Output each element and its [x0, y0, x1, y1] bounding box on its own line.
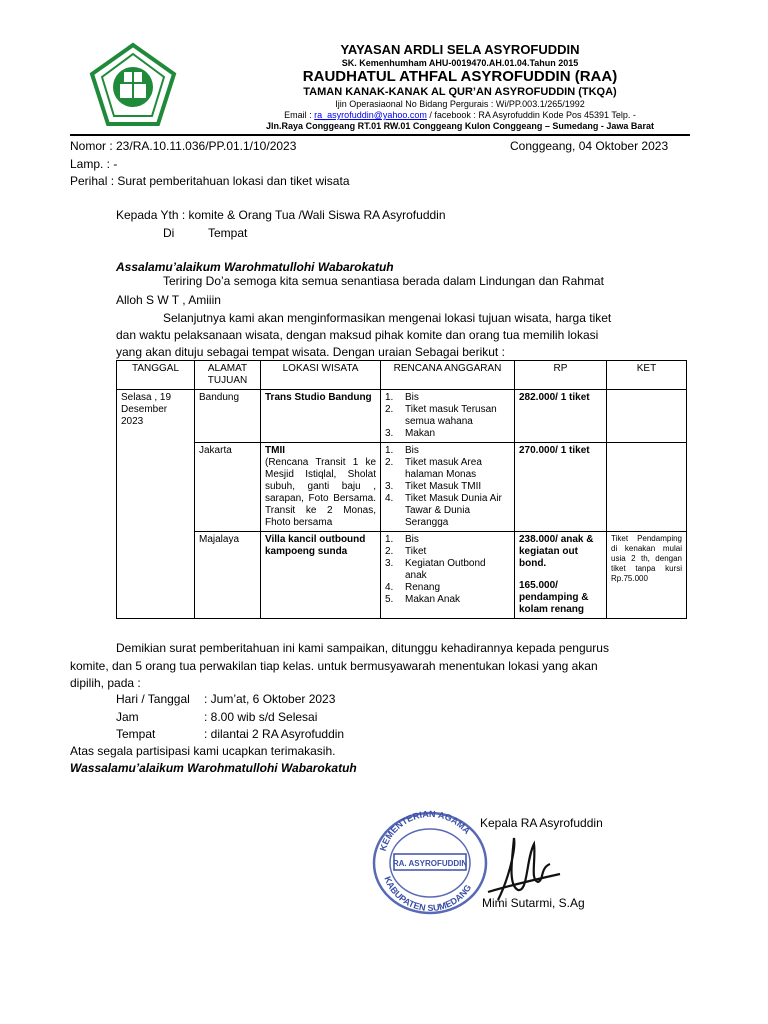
- foundation-name: YAYASAN ARDLI SELA ASYROFUDDIN: [340, 42, 580, 57]
- lokasi-note: (Rencana Transit 1 ke Mesjid Istiqlal, Sholat subuh, ganti baju , sarapan, Foto Bersama. Transit ke 2 Monas, Fhoto bersama: [265, 457, 376, 528]
- paragraph-2c: yang akan dituju sebagai tempat wisata. Dengan uraian Sebagai berikut :: [116, 345, 505, 359]
- cell-alamat: Jakarta: [195, 443, 261, 532]
- header-ket: KET: [607, 361, 687, 390]
- closing-greeting: Wassalamu’alaikum Warohmatullohi Wabarokatuh: [70, 761, 357, 775]
- stamp-center-text: RA. ASYROFUDDIN: [392, 859, 468, 868]
- tk-name: TAMAN KANAK-KANAK AL QUR’AN ASYROFUDDIN (TKQA): [303, 86, 617, 98]
- school-address: Jln.Raya Conggeang RT.01 RW.01 Conggeang Kulon Conggeang – Sumedang - Jawa Barat: [266, 121, 654, 131]
- official-stamp: [370, 808, 490, 918]
- lokasi-title: TMII: [265, 445, 285, 456]
- attachment: Lamp. : -: [70, 157, 118, 171]
- list-item: 3. Tiket Masuk TMII: [385, 481, 482, 492]
- cell-lokasi: [261, 443, 381, 532]
- cell-lokasi: [261, 532, 381, 619]
- stamp-top-text: KEMENTERIAN AGAMA: [377, 808, 473, 853]
- stamp-bottom-text: KABUPATEN SUMEDANG: [382, 874, 474, 914]
- lokasi-title: Trans Studio Bandung: [265, 392, 372, 403]
- list-item: 1. Bis: [385, 534, 419, 545]
- cell-ket: Tiket Pendamping di kenakan mulai usia 2 th, dengan tiket tanpa kursi Rp.75.000: [607, 532, 687, 619]
- contact-line: [190, 110, 730, 120]
- cell-lokasi: [261, 390, 381, 443]
- signer-name: Mimi Sutarmi, S.Ag: [482, 896, 585, 910]
- recipient: Kepada Yth : komite & Orang Tua /Wali Siswa RA Asyrofuddin: [116, 208, 446, 222]
- header-anggaran: RENCANA ANGGARAN: [381, 361, 515, 390]
- letter-number: Nomor : 23/RA.10.11.036/PP.01.1/10/2023: [70, 139, 297, 153]
- cell-anggaran: [381, 532, 515, 619]
- operational-permit: Ijin Operasiaonal No Bidang Pergurais : Wi/PP.003.1/265/1992: [335, 99, 585, 109]
- cell-anggaran: [381, 443, 515, 532]
- sk-number: SK. Kemenhumham AHU-0019470.AH.01.04.Tahun 2015: [341, 58, 579, 68]
- closing-1b: komite, dan 5 orang tua perwakilan tiap kelas. untuk bermusyawarah menentukan lokasi yang akan: [70, 659, 598, 673]
- letterhead-divider: [70, 134, 690, 136]
- paragraph-1b: Alloh S W T , Amiiin: [116, 293, 221, 307]
- school-name: RAUDHATUL ATHFAL ASYROFUDDIN (RAA): [302, 68, 618, 85]
- table-header-row: [117, 361, 687, 390]
- table-row: [117, 390, 687, 443]
- list-item: 2. Tiket masuk Terusan semua wahana: [385, 404, 497, 427]
- cell-ket: [607, 443, 687, 532]
- cell-rp: [515, 532, 607, 619]
- email-label: Email :: [284, 110, 315, 120]
- cell-rp: 282.000/ 1 tiket: [515, 390, 607, 443]
- thanks-line: Atas segala partisipasi kami ucapkan terimakasih.: [70, 744, 336, 758]
- header-alamat: ALAMAT TUJUAN: [195, 361, 261, 390]
- cell-rp: 270.000/ 1 tiket: [515, 443, 607, 532]
- list-item: 5. Makan Anak: [385, 594, 461, 605]
- table-row: [117, 443, 687, 532]
- cell-alamat: Bandung: [195, 390, 261, 443]
- lokasi-title: Villa kancil outbound kampoeng sunda: [265, 534, 366, 557]
- rp-pendamping: 165.000/ pendamping & kolam renang: [519, 580, 589, 615]
- meeting-day-value: : Jum’at, 6 Oktober 2023: [204, 692, 336, 706]
- meeting-time-value: : 8.00 wib s/d Selesai: [204, 710, 318, 724]
- header-lokasi: LOKASI WISATA: [261, 361, 381, 390]
- tour-table: [116, 360, 687, 619]
- list-item: 1. Bis: [385, 392, 419, 403]
- signature-title: Kepala RA Asyrofuddin: [480, 816, 603, 830]
- place-date: Conggeang, 04 Oktober 2023: [510, 139, 669, 153]
- email-link[interactable]: ra_asyrofuddin@yahoo.com: [314, 110, 427, 120]
- contact-rest: / facebook : RA Asyrofuddin Kode Pos 45391 Telp. -: [426, 110, 636, 120]
- list-item: 2. Tiket: [385, 546, 427, 557]
- recipient-place: Tempat: [208, 226, 248, 240]
- recipient-di: Di: [163, 226, 175, 240]
- list-item: 4. Renang: [385, 582, 441, 593]
- closing-1: Demikian surat pemberitahuan ini kami sampaikan, ditunggu kehadirannya kepada pengurus: [116, 641, 609, 655]
- rp-anak: 238.000/ anak & kegiatan out bond.: [519, 534, 594, 569]
- list-item: 3. Kegiatan Outbond anak: [385, 558, 486, 581]
- meeting-day-label: Hari / Tanggal: [116, 692, 190, 706]
- paragraph-1: Teriring Do’a semoga kita semua senantiasa berada dalam Lindungan dan Rahmat: [163, 274, 604, 288]
- meeting-time-label: Jam: [116, 710, 139, 724]
- paragraph-2b: dan waktu pelaksanaan wisata, dengan maksud pihak komite dan orang tua memilih lokasi: [116, 328, 599, 342]
- subject: Perihal : Surat pemberitahuan lokasi dan tiket wisata: [70, 174, 350, 188]
- svg-text:KEMENTERIAN AGAMA: [378, 809, 473, 852]
- meeting-place-value: : dilantai 2 RA Asyrofuddin: [204, 727, 345, 741]
- cell-anggaran: [381, 390, 515, 443]
- header-tanggal: TANGGAL: [117, 361, 195, 390]
- table-row: [117, 532, 687, 619]
- list-item: 4. Tiket Masuk Dunia Air Tawar & Dunia Serangga: [385, 493, 502, 528]
- meeting-place-label: Tempat: [116, 727, 156, 741]
- list-item: 3. Makan: [385, 428, 436, 439]
- cell-ket: [607, 390, 687, 443]
- school-logo: [88, 42, 178, 128]
- list-item: 1. Bis: [385, 445, 419, 456]
- header-rp: RP: [515, 361, 607, 390]
- cell-alamat: Majalaya: [195, 532, 261, 619]
- cell-date: Selasa , 19 Desember 2023: [117, 390, 195, 619]
- opening-greeting: Assalamu’alaikum Warohmatullohi Wabarokatuh: [116, 260, 394, 274]
- closing-1c: dipilih, pada :: [70, 676, 141, 690]
- paragraph-2: Selanjutnya kami akan menginformasikan mengenai lokasi tujuan wisata, harga tiket: [163, 311, 612, 325]
- list-item: 2. Tiket masuk Area halaman Monas: [385, 457, 482, 480]
